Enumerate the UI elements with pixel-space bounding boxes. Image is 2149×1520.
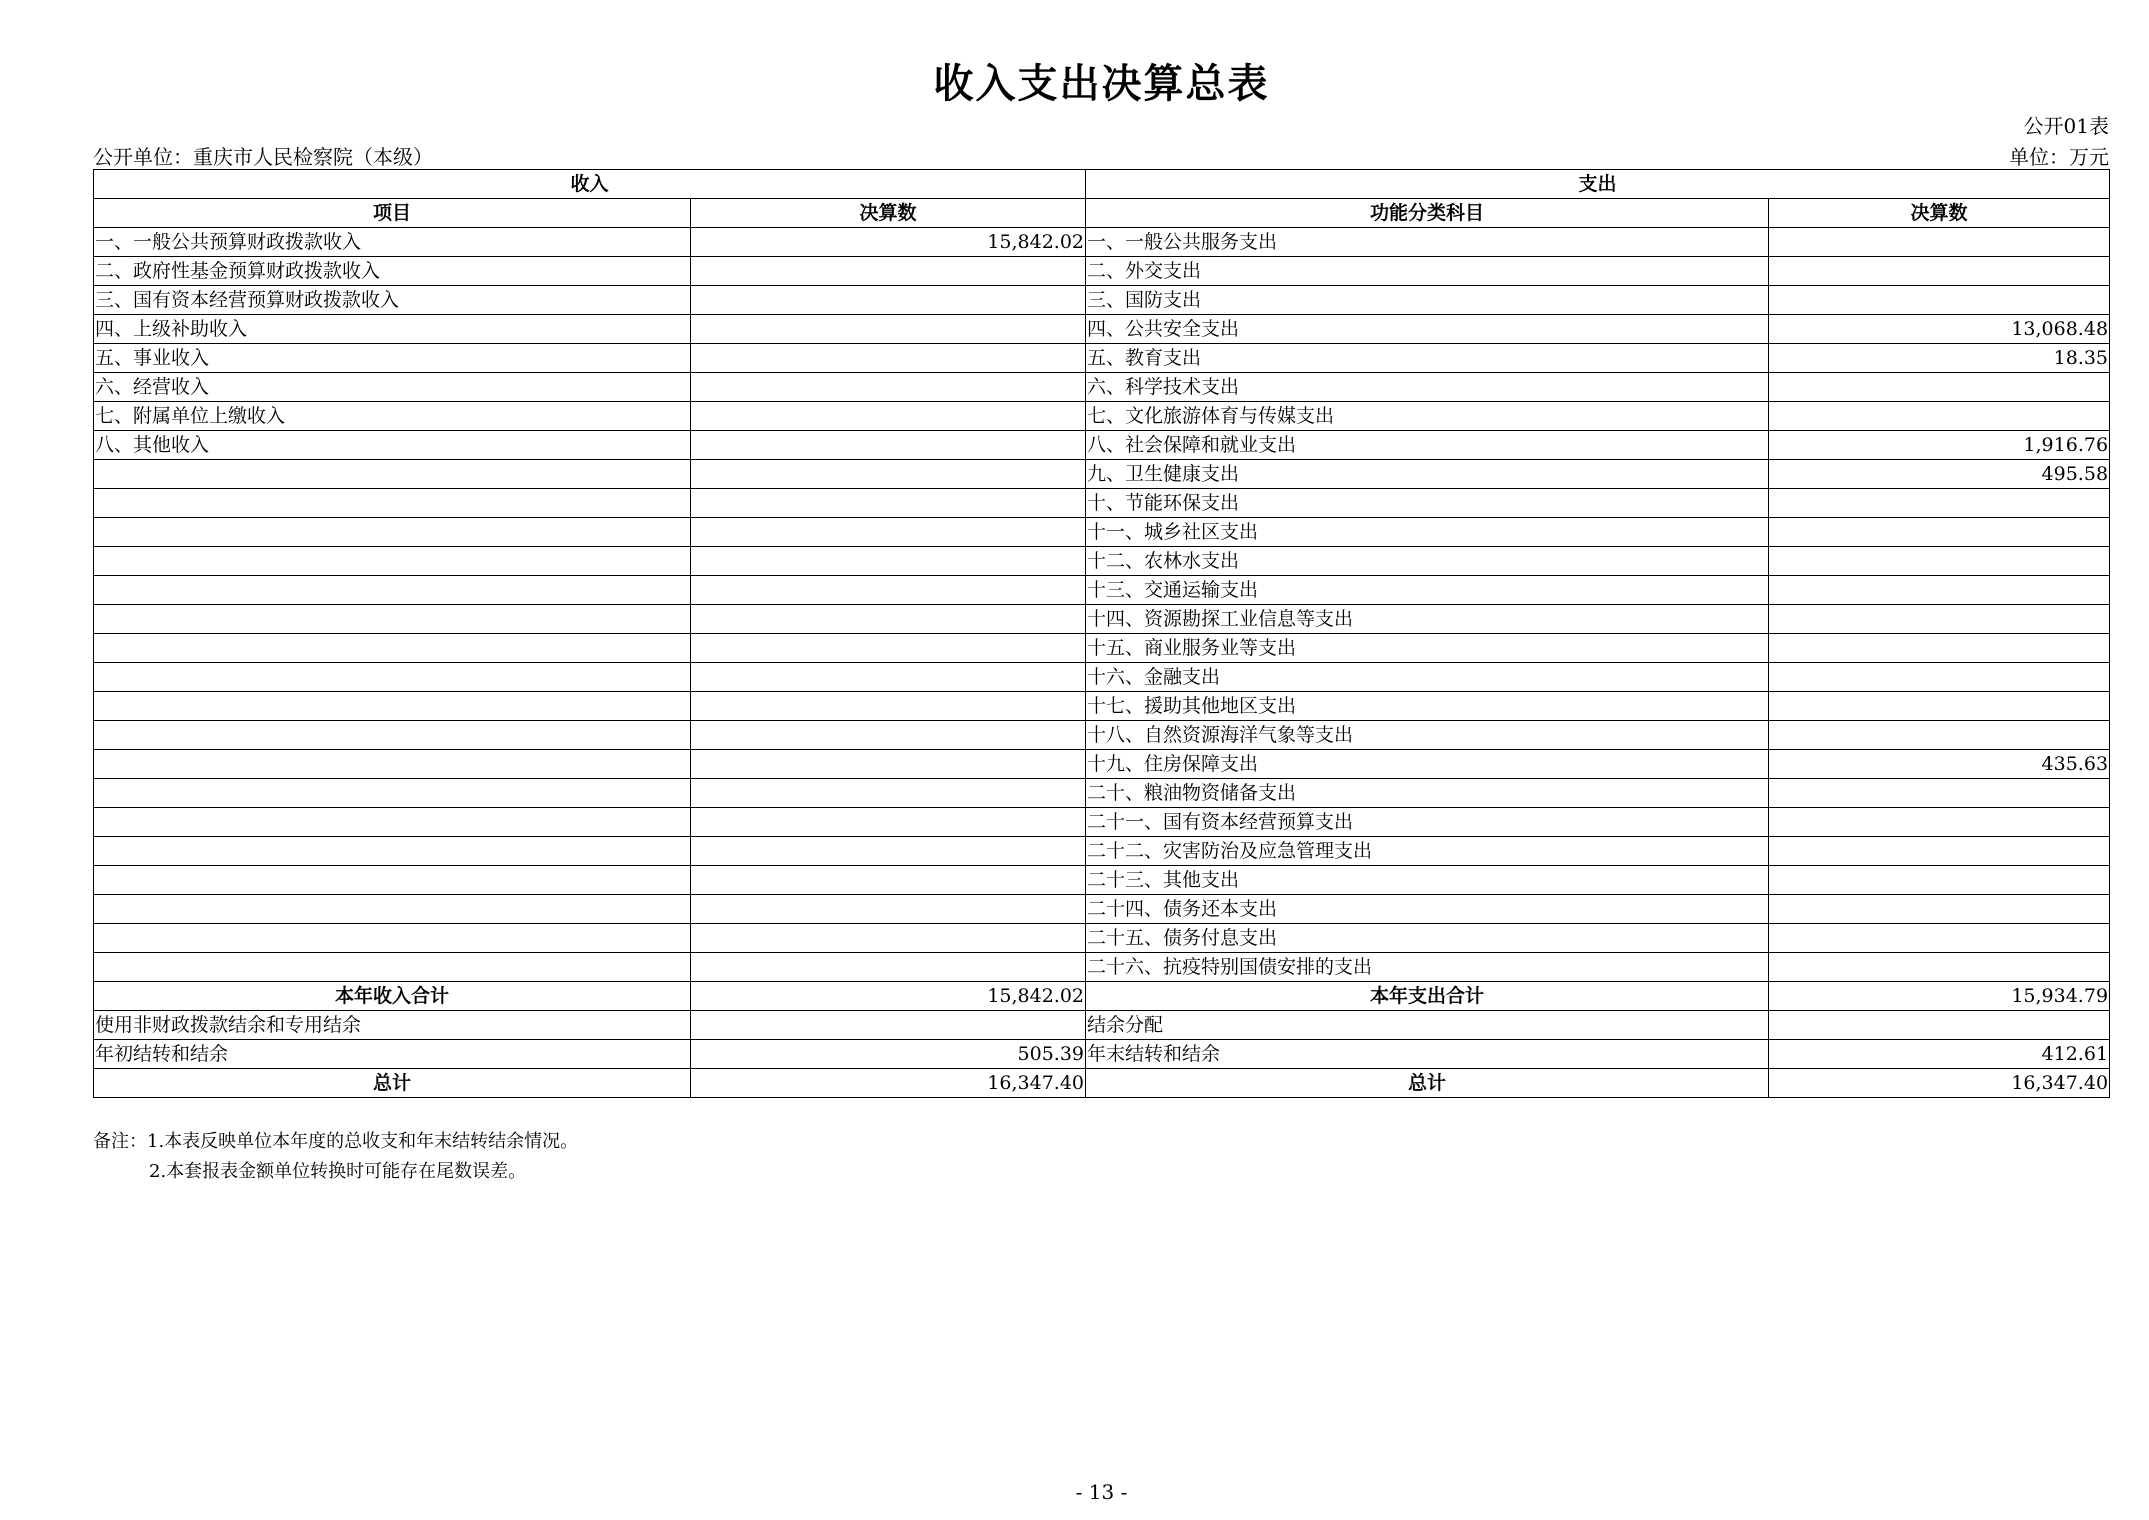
expense-item-label: 九、卫生健康支出 — [1086, 460, 1769, 489]
income-item-label — [94, 895, 691, 924]
expense-item-label: 十二、农林水支出 — [1086, 547, 1769, 576]
income-amount — [691, 460, 1086, 489]
expense-amount — [1769, 953, 2110, 982]
table-row — [94, 808, 2110, 837]
income-amount — [691, 692, 1086, 721]
expense-amount — [1769, 895, 2110, 924]
expense-item-label: 十三、交通运输支出 — [1086, 576, 1769, 605]
income-amount — [691, 866, 1086, 895]
table-row — [94, 837, 2110, 866]
expense-total-amount — [1769, 1011, 2110, 1040]
total-row — [94, 1011, 2110, 1040]
income-item-label: 七、附属单位上缴收入 — [94, 402, 691, 431]
expense-amount — [1769, 605, 2110, 634]
income-item-label — [94, 837, 691, 866]
expense-section-header: 支出 — [1086, 170, 2110, 199]
expense-amount — [1769, 924, 2110, 953]
income-item-label — [94, 953, 691, 982]
expense-item-label: 三、国防支出 — [1086, 286, 1769, 315]
table-row — [94, 924, 2110, 953]
table-row — [94, 895, 2110, 924]
table-row — [94, 402, 2110, 431]
income-amount — [691, 257, 1086, 286]
income-item-label: 二、政府性基金预算财政拨款收入 — [94, 257, 691, 286]
expense-item-label: 四、公共安全支出 — [1086, 315, 1769, 344]
table-row — [94, 779, 2110, 808]
expense-item-label: 七、文化旅游体育与传媒支出 — [1086, 402, 1769, 431]
expense-amount — [1769, 721, 2110, 750]
income-item-label — [94, 576, 691, 605]
expense-item-label: 二十二、灾害防治及应急管理支出 — [1086, 837, 1769, 866]
table-row — [94, 373, 2110, 402]
expense-total-amount: 16,347.40 — [1769, 1069, 2110, 1098]
income-amount — [691, 837, 1086, 866]
table-row — [94, 750, 2110, 779]
income-item-label — [94, 460, 691, 489]
income-item-label — [94, 605, 691, 634]
income-item-label: 六、经营收入 — [94, 373, 691, 402]
table-row — [94, 721, 2110, 750]
header-row-columns — [94, 199, 2110, 228]
expense-amount — [1769, 866, 2110, 895]
income-total-amount: 16,347.40 — [691, 1069, 1086, 1098]
income-item-label — [94, 547, 691, 576]
expense-total-label: 结余分配 — [1086, 1011, 1769, 1040]
expense-amount: 435.63 — [1769, 750, 2110, 779]
income-amount — [691, 779, 1086, 808]
table-row — [94, 576, 2110, 605]
income-item-label — [94, 779, 691, 808]
expense-total-label: 总计 — [1086, 1069, 1769, 1098]
expense-amount — [1769, 837, 2110, 866]
income-item-label: 五、事业收入 — [94, 344, 691, 373]
table-row — [94, 692, 2110, 721]
expense-item-label: 五、教育支出 — [1086, 344, 1769, 373]
expense-item-label: 二十、粮油物资储备支出 — [1086, 779, 1769, 808]
income-amount — [691, 344, 1086, 373]
table-row — [94, 605, 2110, 634]
income-item-label: 三、国有资本经营预算财政拨款收入 — [94, 286, 691, 315]
income-amount — [691, 953, 1086, 982]
expense-amount — [1769, 228, 2110, 257]
currency-unit: 单位：万元 — [2009, 145, 2109, 169]
notes — [93, 1127, 578, 1187]
expense-item-label: 十、节能环保支出 — [1086, 489, 1769, 518]
expense-item-label: 二十六、抗疫特别国债安排的支出 — [1086, 953, 1769, 982]
expense-item-label: 十七、援助其他地区支出 — [1086, 692, 1769, 721]
income-item-label — [94, 489, 691, 518]
expense-total-amount: 412.61 — [1769, 1040, 2110, 1069]
income-amount — [691, 895, 1086, 924]
income-item-label: 八、其他收入 — [94, 431, 691, 460]
expense-item-label: 二十一、国有资本经营预算支出 — [1086, 808, 1769, 837]
expense-amount — [1769, 634, 2110, 663]
income-total-label: 总计 — [94, 1069, 691, 1098]
income-item-label: 四、上级补助收入 — [94, 315, 691, 344]
expense-amount-column-header: 决算数 — [1769, 199, 2110, 228]
expense-item-label: 二、外交支出 — [1086, 257, 1769, 286]
expense-amount — [1769, 518, 2110, 547]
page-number: - 13 - — [1075, 1480, 1128, 1504]
income-amount — [691, 518, 1086, 547]
income-total-amount: 505.39 — [691, 1040, 1086, 1069]
expense-amount — [1769, 808, 2110, 837]
expense-amount — [1769, 489, 2110, 518]
page-title: 收入支出决算总表 — [933, 61, 1270, 107]
table-row — [94, 634, 2110, 663]
table-row — [94, 866, 2110, 895]
total-row — [94, 1069, 2110, 1098]
function-item-column-header: 功能分类科目 — [1086, 199, 1769, 228]
table-row — [94, 315, 2110, 344]
income-item-label — [94, 808, 691, 837]
reporting-unit: 公开单位：重庆市人民检察院（本级） — [93, 145, 433, 169]
expense-amount: 1,916.76 — [1769, 431, 2110, 460]
expense-amount — [1769, 779, 2110, 808]
expense-item-label: 十六、金融支出 — [1086, 663, 1769, 692]
income-amount — [691, 547, 1086, 576]
income-item-label: 一、一般公共预算财政拨款收入 — [94, 228, 691, 257]
income-amount — [691, 489, 1086, 518]
income-item-label — [94, 663, 691, 692]
note-2: 2.本套报表金额单位转换时可能存在尾数误差。 — [149, 1161, 527, 1182]
expense-amount — [1769, 576, 2110, 605]
table-row — [94, 489, 2110, 518]
expense-item-label: 一、一般公共服务支出 — [1086, 228, 1769, 257]
table-row — [94, 431, 2110, 460]
expense-total-label: 本年支出合计 — [1086, 982, 1769, 1011]
income-total-amount: 15,842.02 — [691, 982, 1086, 1011]
table-row — [94, 286, 2110, 315]
income-amount — [691, 808, 1086, 837]
expense-amount — [1769, 547, 2110, 576]
expense-item-label: 二十四、债务还本支出 — [1086, 895, 1769, 924]
table-row — [94, 547, 2110, 576]
income-item-label — [94, 866, 691, 895]
income-total-label: 使用非财政拨款结余和专用结余 — [94, 1011, 691, 1040]
income-amount — [691, 634, 1086, 663]
expense-amount: 18.35 — [1769, 344, 2110, 373]
expense-item-label: 八、社会保障和就业支出 — [1086, 431, 1769, 460]
expense-item-label: 六、科学技术支出 — [1086, 373, 1769, 402]
income-total-amount — [691, 1011, 1086, 1040]
table-row — [94, 460, 2110, 489]
income-item-label — [94, 721, 691, 750]
expense-item-label: 十一、城乡社区支出 — [1086, 518, 1769, 547]
income-amount — [691, 286, 1086, 315]
income-section-header: 收入 — [94, 170, 1086, 199]
note-1: 备注：1.本表反映单位本年度的总收支和年末结转结余情况。 — [93, 1131, 579, 1152]
income-amount — [691, 924, 1086, 953]
table-row — [94, 953, 2110, 982]
income-amount — [691, 663, 1086, 692]
income-item-label — [94, 518, 691, 547]
income-expense-table — [93, 169, 2110, 1098]
income-total-label: 年初结转和结余 — [94, 1040, 691, 1069]
expense-amount: 495.58 — [1769, 460, 2110, 489]
income-item-label — [94, 692, 691, 721]
income-total-label: 本年收入合计 — [94, 982, 691, 1011]
income-item-label — [94, 924, 691, 953]
total-row — [94, 982, 2110, 1011]
income-amount: 15,842.02 — [691, 228, 1086, 257]
income-item-label — [94, 634, 691, 663]
form-number: 公开01表 — [2023, 114, 2109, 138]
income-amount — [691, 750, 1086, 779]
income-amount — [691, 431, 1086, 460]
expense-item-label: 十八、自然资源海洋气象等支出 — [1086, 721, 1769, 750]
expense-item-label: 二十五、债务付息支出 — [1086, 924, 1769, 953]
income-item-label — [94, 750, 691, 779]
expense-total-amount: 15,934.79 — [1769, 982, 2110, 1011]
expense-amount — [1769, 692, 2110, 721]
expense-item-label: 十九、住房保障支出 — [1086, 750, 1769, 779]
expense-amount: 13,068.48 — [1769, 315, 2110, 344]
item-column-header: 项目 — [94, 199, 691, 228]
expense-amount — [1769, 257, 2110, 286]
table-row — [94, 663, 2110, 692]
expense-item-label: 十五、商业服务业等支出 — [1086, 634, 1769, 663]
income-amount — [691, 373, 1086, 402]
expense-item-label: 二十三、其他支出 — [1086, 866, 1769, 895]
income-amount — [691, 605, 1086, 634]
table-row — [94, 518, 2110, 547]
income-amount — [691, 402, 1086, 431]
income-amount — [691, 721, 1086, 750]
income-amount-column-header: 决算数 — [691, 199, 1086, 228]
expense-amount — [1769, 402, 2110, 431]
expense-amount — [1769, 286, 2110, 315]
expense-amount — [1769, 373, 2110, 402]
expense-amount — [1769, 663, 2110, 692]
expense-total-label: 年末结转和结余 — [1086, 1040, 1769, 1069]
table-row — [94, 257, 2110, 286]
total-row — [94, 1040, 2110, 1069]
table-row — [94, 344, 2110, 373]
table-body — [94, 228, 2110, 1098]
income-amount — [691, 576, 1086, 605]
income-amount — [691, 315, 1086, 344]
table-row — [94, 228, 2110, 257]
header-row-sections — [94, 170, 2110, 199]
expense-item-label: 十四、资源勘探工业信息等支出 — [1086, 605, 1769, 634]
